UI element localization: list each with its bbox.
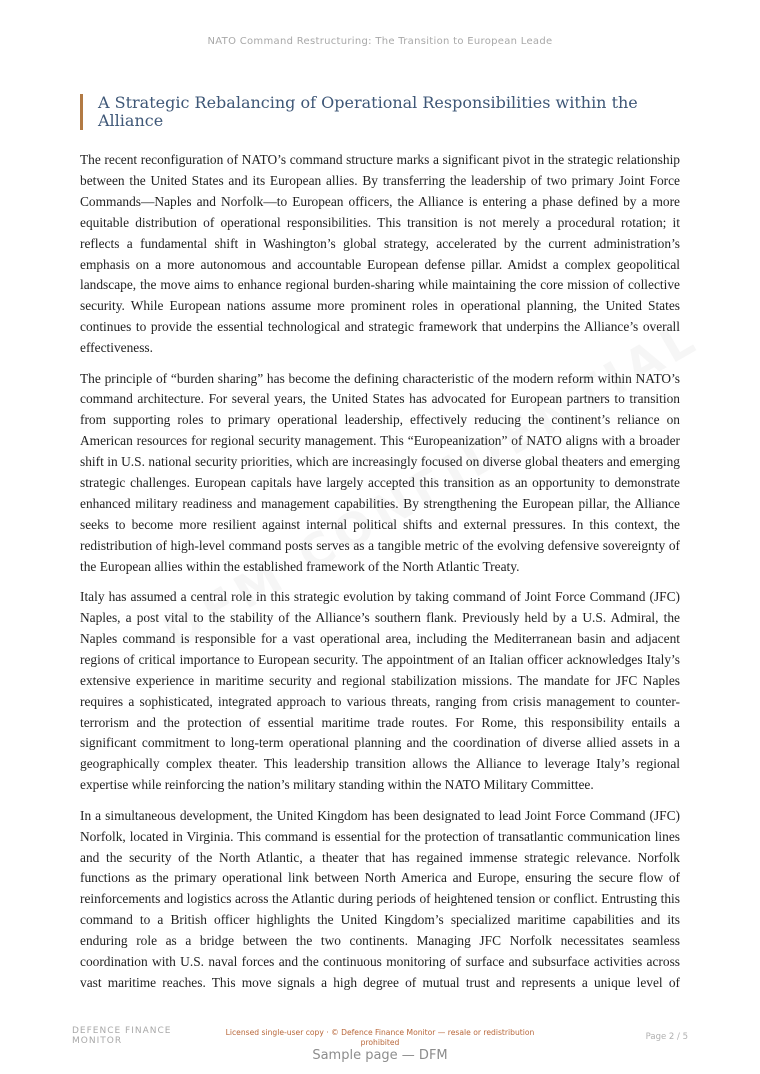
sample-page-label: Sample page — DFM [0, 1048, 760, 1063]
page-number: Page 2 / 5 [645, 1032, 688, 1042]
paragraph: In a simultaneous development, the United Kingdom has been designated to lead Joint Force Command (JFC) Norfolk, located in Virginia. This command is essential for the protection of transatlantic communication lines and the security of the North Atlantic, a theater that has regained immense strategic relevance. Norfolk functions as the primary operational link between North America and Europe, ensuring the secure flow of reinforcements and logistics across the Atlantic during periods of heightened tension or conflict. Entrusting this command to a British officer highlights the United Kingdom’s specialized maritime capabilities and its enduring role as a bridge between the two continents. Managing JFC Norfolk necessitates seamless coordination with U.S. naval forces and the continuous monitoring of surface and subsurface activities across vast maritime reaches. This move signals a high degree of mutual trust and represents a unique level of [80, 807, 680, 990]
section-title: A Strategic Rebalancing of Operational Responsibilities within the Alliance [80, 94, 658, 130]
paragraph: The recent reconfiguration of NATO’s command structure marks a significant pivot in the strategic relationship between the United States and its European allies. By transferring the leadership of two primary Joint Force Commands—Naples and Norfolk—to European officers, the Alliance is entering a phase defined by a more equitable distribution of operational responsibilities. This transition is not merely a procedural rotation; it reflects a fundamental shift in Washington’s global strategy, accelerated by the current administration’s emphasis on a more autonomous and accountable European defense pillar. Amidst a complex geopolitical landscape, the move aims to enhance regional burden-sharing while maintaining the core mission of collective security. While European nations assume more prominent roles in operational planning, the United States continues to provide the essential technological and strategic framework that underpins the Alliance’s overall effectiveness. [80, 152, 680, 356]
running-header: NATO Command Restructuring: The Transition to European Leade [207, 36, 553, 47]
license-notice: Licensed single-user copy · © Defence Finance Monitor — resale or redistribution prohibited [225, 1028, 535, 1047]
publisher-name: DEFENCE FINANCE MONITOR [72, 1026, 172, 1046]
paragraph: Italy has assumed a central role in this strategic evolution by taking command of Joint Force Command (JFC) Naples, a post vital to the stability of the Alliance’s southern flank. Previously held by a U.S. Admiral, the Naples command is responsible for a vast operational area, including the Mediterranean basin and adjacent regions of critical importance to European security. The appointment of an Italian officer acknowledges Italy’s extensive experience in maritime security and regional stabilization missions. The mandate for JFC Naples requires a sophisticated, integrated approach to various threats, ranging from crisis management to counter-terrorism and the protection of essential maritime trade routes. For Rome, this responsibility entails a significant commitment to long-term operational planning and the coordination of diverse allied assets in a geographically complex theater. This leadership transition allows the Alliance to leverage Italy’s regional expertise while reinforcing the nation’s military standing within the NATO Military Committee. [80, 589, 680, 793]
paragraph: The principle of “burden sharing” has become the defining characteristic of the modern reform within NATO’s command architecture. For several years, the United States has advocated for European partners to transition from supporting roles to primary operational leadership, effectively reducing the continent’s reliance on American resources for regional security management. This “Europeanization” of NATO aligns with a broader shift in U.S. national security priorities, which are increasingly focused on diverse global theaters and emerging strategic challenges. European capitals have largely accepted this transition as an opportunity to demonstrate enhanced military readiness and management capabilities. By strengthening the European pillar, the Alliance seeks to become more resilient against internal political shifts and external pressures. In this context, the redistribution of high-level command posts serves as a tangible metric of the evolving defensive sovereignty of the European allies within the established framework of the North Atlantic Treaty. [80, 370, 680, 574]
article-body [80, 150, 680, 1003]
